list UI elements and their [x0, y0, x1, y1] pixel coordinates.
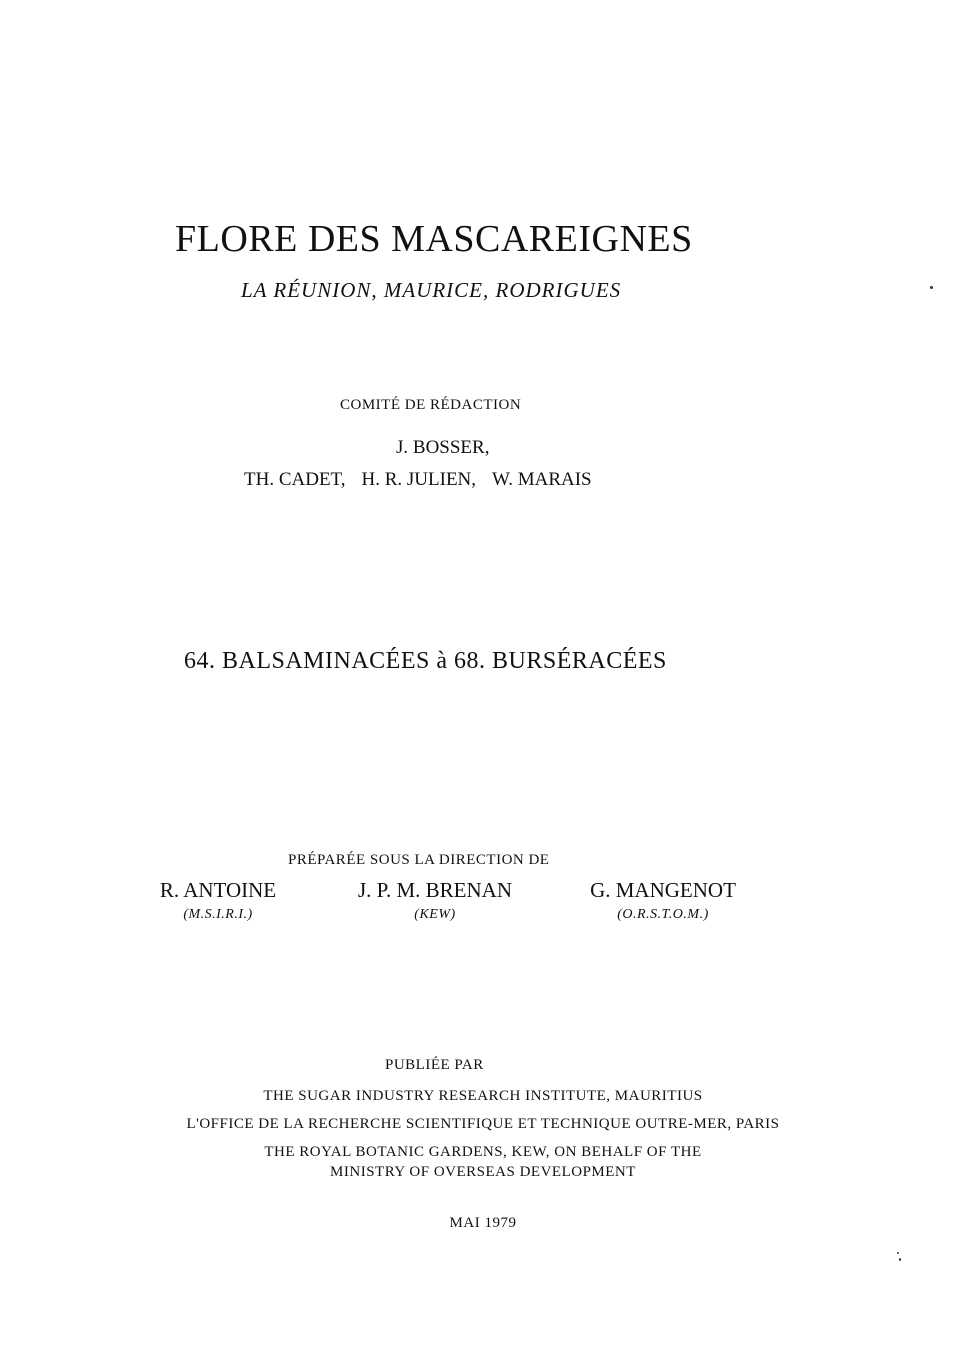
scan-speck [897, 1252, 899, 1254]
editor-bosser: J. BOSSER, [396, 437, 490, 458]
publisher-line: THE SUGAR INDUSTRY RESEARCH INSTITUTE, MAURITIUS [263, 1088, 703, 1104]
publisher-line: L'OFFICE DE LA RECHERCHE SCIENTIFIQUE ET TECHNIQUE OUTRE-MER, PARIS [186, 1116, 780, 1132]
published-label: PUBLIÉE PAR [385, 1057, 484, 1073]
editors-row [244, 470, 608, 489]
director-antoine [148, 880, 288, 922]
page-subtitle: LA RÉUNION, MAURICE, RODRIGUES [241, 278, 622, 302]
direction-label: PRÉPARÉE SOUS LA DIRECTION DE [288, 852, 550, 868]
director-name: J. P. M. BRENAN [357, 878, 513, 902]
editor-marais: W. MARAIS [492, 469, 592, 490]
director-mangenot [578, 880, 748, 922]
scan-speck [899, 1258, 901, 1261]
director-institution: (M.S.I.R.I.) [183, 907, 253, 922]
editor-cadet: TH. CADET, [244, 469, 346, 490]
director-name: R. ANTOINE [159, 878, 277, 902]
director-institution: (O.R.S.T.O.M.) [617, 907, 709, 922]
scan-speck [930, 286, 933, 289]
volume-title: 64. BALSAMINACÉES à 68. BURSÉRACÉES [184, 648, 667, 674]
committee-label: COMITÉ DE RÉDACTION [340, 397, 522, 413]
publisher-line: MINISTRY OF OVERSEAS DEVELOPMENT [330, 1164, 636, 1180]
publisher-line: THE ROYAL BOTANIC GARDENS, KEW, ON BEHALF OF THE [264, 1144, 702, 1160]
publication-date: MAI 1979 [449, 1215, 517, 1231]
director-brenan [340, 880, 530, 922]
director-name: G. MANGENOT [590, 878, 736, 902]
editor-julien: H. R. JULIEN, [361, 469, 477, 490]
director-institution: (KEW) [414, 907, 456, 922]
page-title: FLORE DES MASCAREIGNES [175, 218, 693, 260]
